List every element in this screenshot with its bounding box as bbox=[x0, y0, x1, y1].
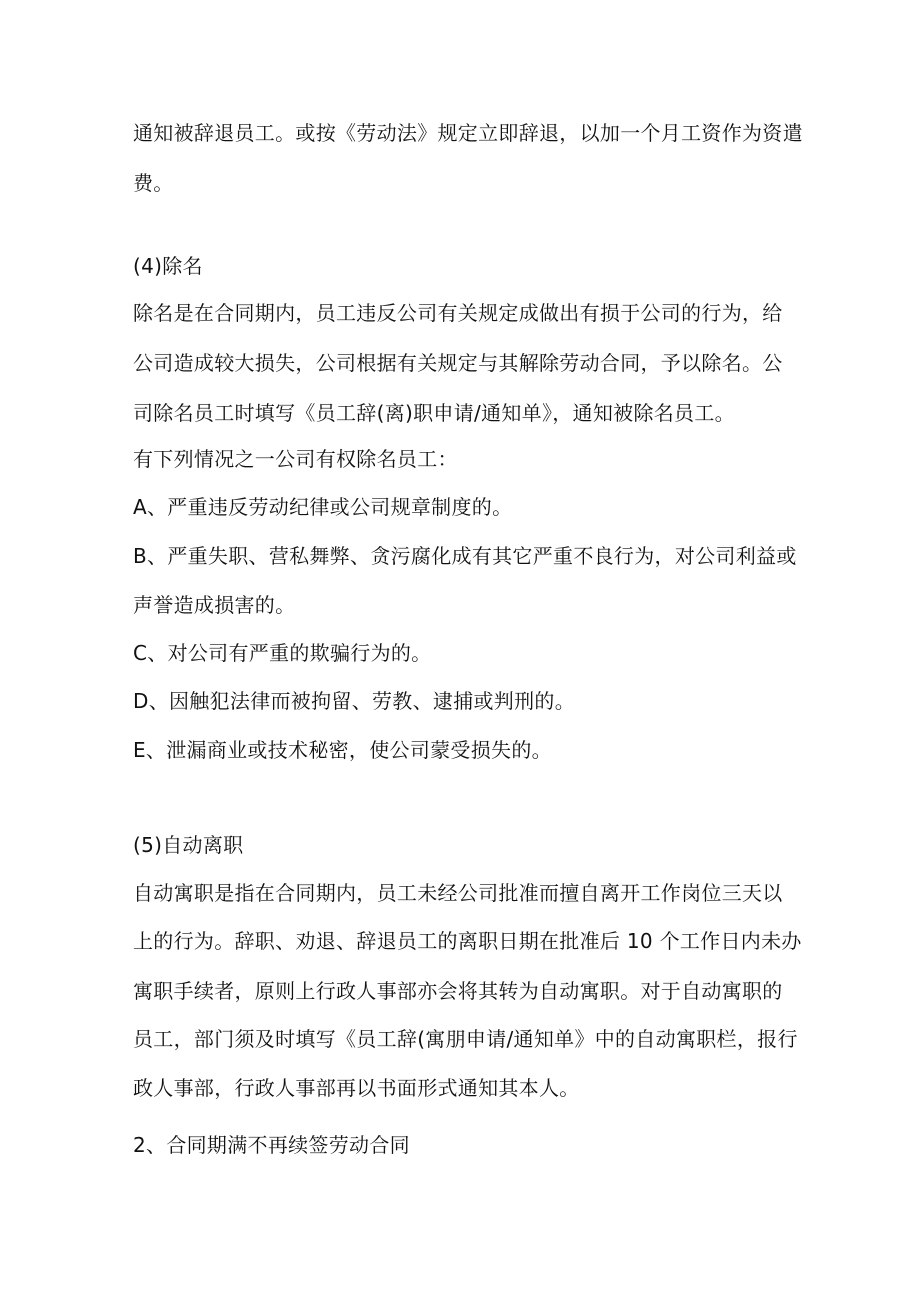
section-5-heading: (5)自动离职 bbox=[133, 833, 244, 857]
condition-item-d: D、因触犯法律而被拘留、劳教、逮捕或判刑的。 bbox=[133, 689, 575, 713]
section-2-heading: 2、合同期满不再续签劳动合同 bbox=[133, 1133, 410, 1157]
section-5-paragraph-line-4: 员工，部门须及时填写《员工辞(寓朋申请/通知单》中的自动寓职栏，报行 bbox=[133, 1027, 798, 1051]
section-5-paragraph-line-3: 寓职手续者，原则上行政人事部亦会将其转为自动寓职。对于自动寓职的 bbox=[133, 979, 783, 1003]
section-4-paragraph-line-1: 除名是在合同期内，员工违反公司有关规定成做出有损于公司的行为，给 bbox=[133, 301, 783, 325]
section-5-paragraph-line-1: 自动寓职是指在合同期内，员工未经公司批准而擅自离开工作岗位三天以 bbox=[133, 881, 783, 905]
intro-line-2: 费。 bbox=[133, 171, 174, 195]
section-5-paragraph-line-5: 政人事部，行政人事部再以书面形式通知其本人。 bbox=[133, 1076, 580, 1100]
section-5-paragraph-line-2: 上的行为。辞职、劝退、辞退员工的离职日期在批准后 10 个工作日内未办 bbox=[133, 929, 802, 953]
condition-item-e: E、泄漏商业或技术秘密，使公司蒙受损失的。 bbox=[133, 738, 552, 762]
condition-item-b-line-2: 声誉造成损害的。 bbox=[133, 593, 296, 617]
condition-item-c: C、对公司有严重的欺骗行为的。 bbox=[133, 641, 432, 665]
section-4-paragraph-line-2: 公司造成较大损失，公司根据有关规定与其解除劳动合同，予以除名。公 bbox=[133, 351, 783, 375]
section-4-heading: (4)除名 bbox=[133, 254, 203, 278]
condition-item-a: A、严重违反劳动纪律或公司规章制度的。 bbox=[133, 495, 513, 519]
condition-item-b-line-1: B、严重失职、营私舞弊、贪污腐化成有其它严重不良行为，对公司利益或 bbox=[133, 544, 797, 568]
section-4-paragraph-line-3: 司除名员工时填写《员工辞(离)职申请/通知单》，通知被除名员工。 bbox=[133, 401, 735, 425]
conditions-intro: 有下列情况之一公司有权除名员工： bbox=[133, 447, 458, 471]
intro-line-1: 通知被辞退员工。或按《劳动法》规定立即辞退，以加一个月工资作为资遣 bbox=[133, 121, 803, 145]
